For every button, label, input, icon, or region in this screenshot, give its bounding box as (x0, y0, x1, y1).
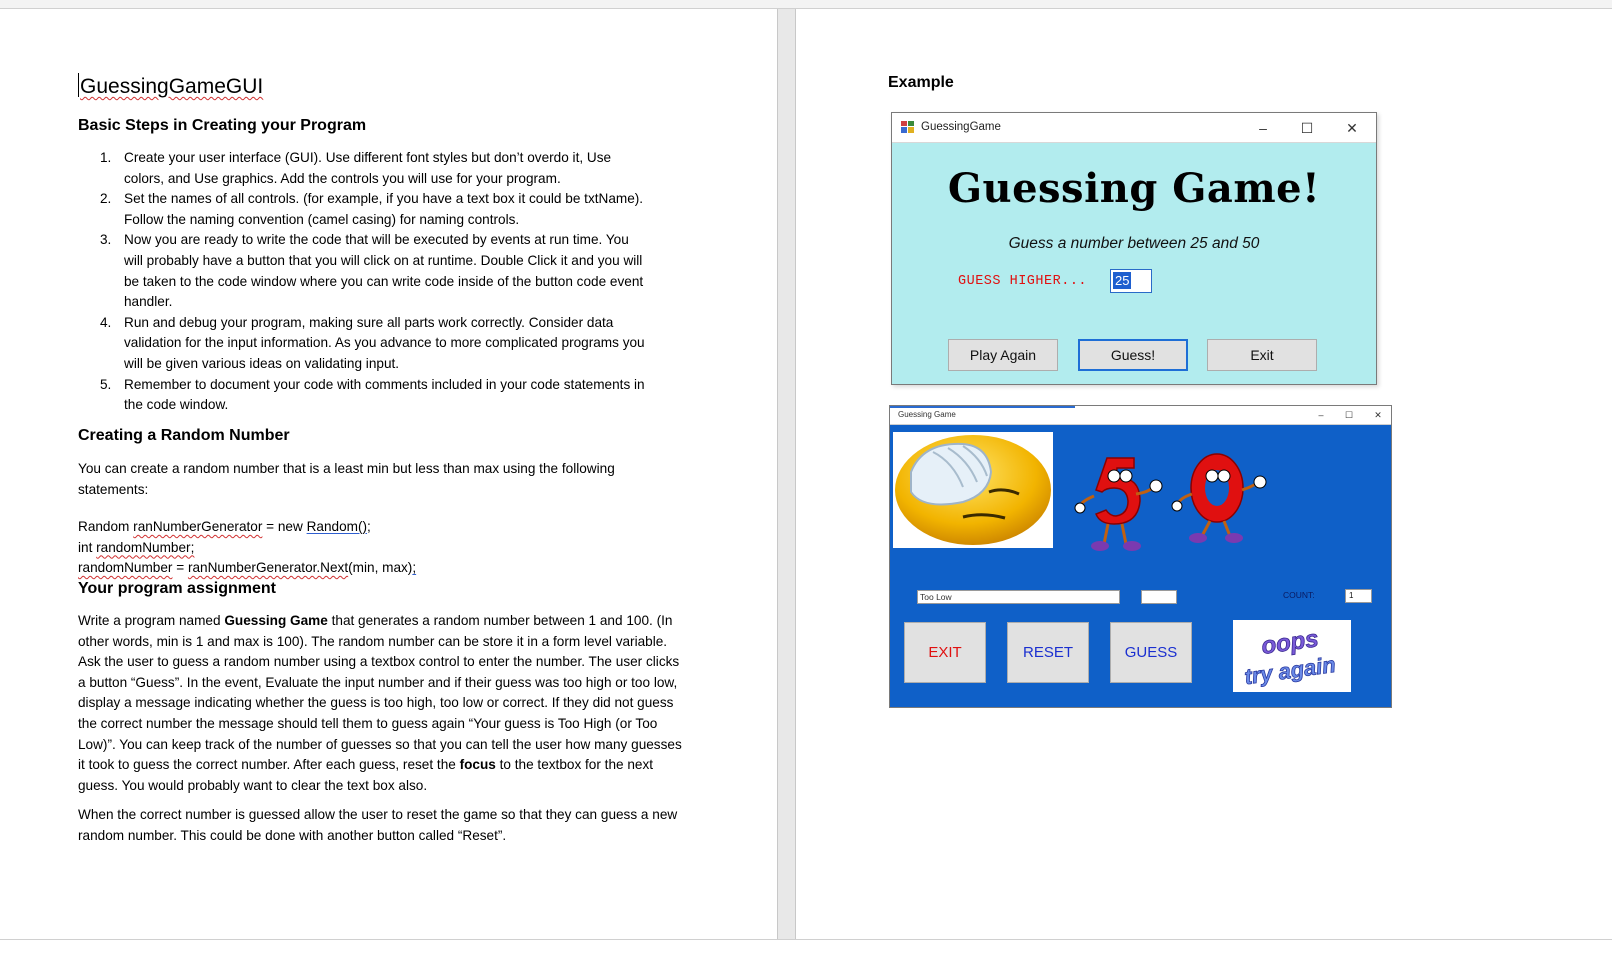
list-item (78, 313, 688, 375)
count-value: 1 (1345, 589, 1372, 603)
maximize-icon[interactable]: ☐ (1300, 120, 1314, 136)
code-token: ; (412, 560, 417, 576)
code-token: = (172, 560, 188, 576)
list-line: Set the names of all controls. (for example, if you have a text box it could be txtName). (124, 191, 644, 207)
para-text: Write a program named (78, 613, 225, 628)
code-token: Random() (306, 519, 368, 534)
list-line: handler. (124, 294, 173, 310)
document-top-bar (0, 0, 1612, 9)
window-2-titlebar (890, 406, 1391, 425)
text-cursor (78, 73, 79, 97)
titlebar-accent (890, 406, 1075, 408)
digit-five-character (1075, 458, 1162, 551)
facepalm-emoji-image (893, 432, 1053, 548)
code-block (78, 517, 416, 579)
guess-button[interactable]: Guess! (1078, 339, 1188, 371)
list-line: colors, and Use graphics. Add the controls you will use for your program. (124, 170, 561, 186)
para-text: that generates a random number between 1 and 100. (In other words, min is 1 and max is 100). The random number can be store it in a form level variable. Ask the user to guess a random number using a textbox control to enter the number. The user clicks a button “Guess”. In the event, Evaluate the input number and if their guess was too high or too low, display a message indicating whether the guess is too high, too low or correct. If they did not guess the correct number the message should tell them to guess again “Your guess is Too High (or Too Low)”. You can keep track of the number of guesses so that you can tell the user how many guesses it took to guess the correct number. After each guess, reset the (78, 613, 682, 773)
para-text: to the textbox for the next guess. You would probably want to clear the text box also. (78, 757, 654, 793)
maximize-icon[interactable]: ☐ (1344, 410, 1354, 420)
window-1-titlebar (892, 113, 1376, 143)
document-page-right[interactable] (796, 9, 1612, 939)
code-line-2 (78, 538, 416, 559)
code-token: = new (262, 519, 307, 534)
guess-button[interactable]: GUESS (1110, 622, 1192, 683)
status-textbox[interactable]: Too Low (917, 590, 1120, 604)
list-line: will be given various ideas on validating input. (124, 355, 400, 371)
list-number: 4. (100, 314, 112, 330)
page-gutter (777, 9, 796, 939)
list-item (78, 375, 688, 416)
para-bold: Guessing Game (224, 613, 328, 628)
random-intro (78, 459, 688, 500)
list-item (78, 189, 688, 230)
guessing-game-window-2 (889, 405, 1392, 708)
game-heading: Guessing Game! (947, 165, 1321, 212)
game-subheading: Guess a number between 25 and 50 (1008, 235, 1260, 252)
heading-assignment: Your program assignment (78, 580, 276, 597)
document-title (78, 73, 263, 99)
code-token: int (78, 539, 97, 555)
guess-input-value: 25 (1115, 273, 1130, 288)
close-icon[interactable]: ✕ (1374, 410, 1382, 420)
code-token: (min, max) (348, 560, 413, 576)
guess-number-input[interactable] (1141, 590, 1177, 604)
code-token: randomNumber (78, 560, 173, 576)
para-bold: focus (459, 757, 496, 773)
list-line: validation for the input information. As you advance to more complicated programs you (124, 335, 645, 351)
close-icon[interactable]: ✕ (1346, 120, 1358, 136)
assignment-paragraph-1 (78, 611, 690, 796)
para-line: You can create a random number that is a least min but less than max using the following (78, 461, 615, 476)
guessing-game-window-1 (891, 112, 1377, 385)
list-line: will probably have a button that you will click on at runtime. Double Click it and you will (124, 252, 643, 268)
assignment-paragraph-2: When the correct number is guessed allow the user to reset the game so that they can guess a new random number. This could be done with another button called “Reset”. (78, 807, 678, 843)
heading-basic-steps: Basic Steps in Creating your Program (78, 117, 367, 134)
list-number: 1. (100, 150, 112, 165)
document-page-left[interactable] (0, 9, 777, 939)
list-line: Now you are ready to write the code that will be executed by events at run time. You (124, 232, 629, 248)
minimize-icon[interactable]: – (1318, 410, 1324, 420)
list-item (78, 148, 688, 189)
exit-button[interactable]: Exit (1207, 339, 1317, 371)
list-line: Create your user interface (GUI). Use different font styles but don’t overdo it, Use (124, 150, 612, 165)
steps-list (78, 148, 688, 416)
count-label: COUNT: (1283, 590, 1315, 600)
digit-characters-icon (1072, 446, 1282, 556)
code-token: ; (367, 519, 371, 534)
list-line: Run and debug your program, making sure all parts work correctly. Consider data (124, 314, 614, 330)
code-line-3 (78, 558, 416, 579)
code-token: Random (78, 519, 134, 534)
window-1-title: GuessingGame (921, 121, 1001, 133)
list-number: 5. (100, 376, 112, 392)
document-bottom-bar (0, 939, 1612, 964)
guess-input[interactable] (1110, 269, 1152, 293)
example-label: Example (888, 74, 954, 91)
list-line: the code window. (124, 397, 229, 413)
facepalm-emoji-icon (893, 432, 1053, 548)
reset-button[interactable]: RESET (1007, 622, 1089, 683)
window-2-title: Guessing Game (898, 410, 956, 419)
oops-line-1: oops (1259, 625, 1321, 660)
exit-button[interactable]: EXIT (904, 622, 986, 683)
code-token: randomNumber; (96, 539, 195, 555)
code-token: ranNumberGenerator (133, 519, 263, 534)
para-line: statements: (78, 481, 149, 497)
list-line: be taken to the code window where you can write code inside of the button code event (124, 273, 644, 289)
list-number: 3. (100, 232, 112, 248)
list-item (78, 230, 688, 312)
minimize-icon[interactable]: – (1259, 120, 1267, 136)
app-icon (901, 121, 914, 133)
hint-label: GUESS HIGHER... (958, 274, 1088, 289)
oops-try-again-art (1233, 620, 1351, 692)
digit-zero-character (1172, 454, 1266, 543)
title-text: GuessingGameGUI (80, 75, 264, 98)
play-again-button[interactable]: Play Again (948, 339, 1058, 371)
list-line: Remember to document your code with comments included in your code statements in (124, 376, 645, 392)
list-number: 2. (100, 191, 112, 207)
heading-random-number: Creating a Random Number (78, 427, 290, 444)
list-line: Follow the naming convention (camel casing) for naming controls. (124, 211, 520, 227)
oops-line-2: try again (1242, 651, 1338, 690)
code-line-1 (78, 517, 416, 538)
oops-try-again-image (1233, 620, 1351, 692)
code-token: ranNumberGenerator.Next (187, 560, 349, 576)
